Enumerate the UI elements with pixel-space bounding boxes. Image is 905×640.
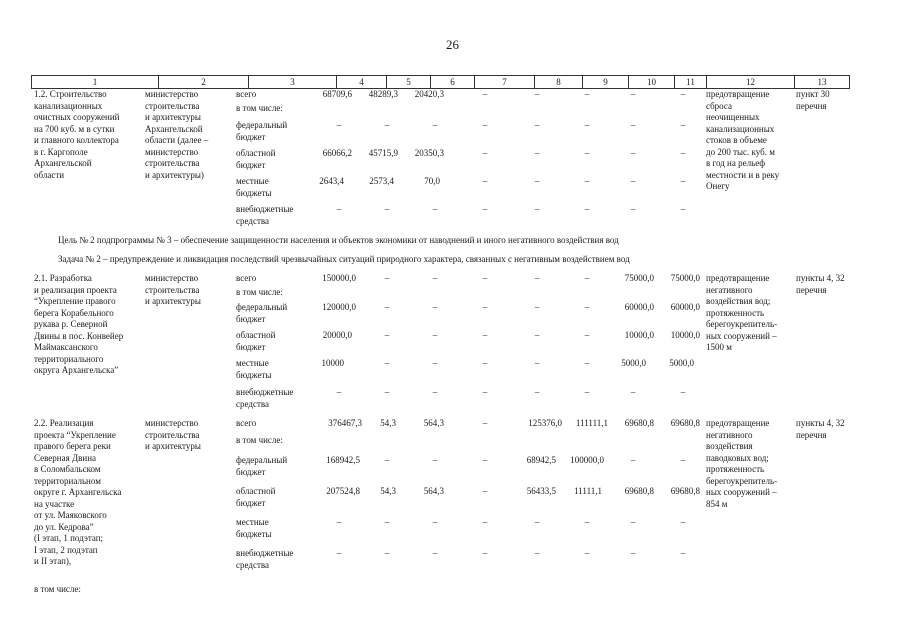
col-number: 4	[336, 76, 386, 88]
budget-extra-label: внебюджетные средства	[236, 204, 294, 226]
dash-cell: –	[482, 455, 488, 465]
budget-local-label: местные бюджеты	[236, 358, 272, 380]
col-number: 12	[706, 76, 794, 88]
value-cell: 54,3	[380, 418, 396, 428]
dash-cell: –	[680, 148, 686, 158]
including-footer: в том числе:	[34, 584, 81, 594]
row-2-1-result: предотвращение негативного воздействия вод; протяженность берегоукрепитель- ных сооружений – 1500 м	[706, 273, 778, 352]
dash-cell: –	[482, 176, 488, 186]
budget-including-label: в том числе:	[236, 103, 283, 113]
dash-cell: –	[482, 273, 488, 283]
col-number: 8	[534, 76, 582, 88]
row-2-2-name: 2.2. Реализация проекта “Укрепление правого берега реки Северная Двина в Соломбальском территориальном округе г. Архангельска на участке от ул. Маяковского до ул. Кедрова” (I этап, 1 подэтап; I этап, 2 подэтап и II этап),	[34, 418, 122, 566]
dash-cell: –	[584, 120, 590, 130]
value-cell: 2643,4	[319, 176, 344, 186]
col-number: 2	[158, 76, 248, 88]
value-cell: 70,0	[424, 176, 440, 186]
col-number: 9	[582, 76, 628, 88]
dash-cell: –	[680, 120, 686, 130]
dash-cell: –	[584, 302, 590, 312]
dash-cell: –	[432, 330, 438, 340]
dash-cell: –	[534, 548, 540, 558]
dash-cell: –	[384, 517, 390, 527]
dash-cell: –	[384, 204, 390, 214]
budget-local-label: местные бюджеты	[236, 517, 272, 539]
col-number: 10	[628, 76, 674, 88]
budget-regional-label: областной бюджет	[236, 148, 276, 170]
budget-total-label: всего	[236, 89, 257, 99]
dash-cell: –	[336, 204, 342, 214]
dash-cell: –	[432, 302, 438, 312]
dash-cell: –	[630, 204, 636, 214]
budget-including-label: в том числе:	[236, 287, 283, 297]
row-2-2-result: предотвращение негативного воздействия паводковых вод; протяженность берегоукрепитель- ных сооружений – 854 м	[706, 418, 778, 509]
budget-federal-label: федеральный бюджет	[236, 455, 288, 477]
dash-cell: –	[482, 89, 488, 99]
value-cell: 2573,4	[369, 176, 394, 186]
dash-cell: –	[584, 330, 590, 340]
col-number: 1	[92, 77, 98, 87]
dash-cell: –	[432, 387, 438, 397]
budget-federal-label: федеральный бюджет	[236, 120, 288, 142]
value-cell: 10000,0	[624, 330, 654, 340]
col-number: 5	[386, 76, 430, 88]
dash-cell: –	[432, 273, 438, 283]
value-cell: 60000,0	[670, 302, 700, 312]
dash-cell: –	[534, 89, 540, 99]
dash-cell: –	[432, 548, 438, 558]
value-cell: 75000,0	[624, 273, 654, 283]
col-number: 6	[430, 76, 474, 88]
dash-cell: –	[630, 517, 636, 527]
dash-cell: –	[482, 120, 488, 130]
dash-cell: –	[336, 517, 342, 527]
value-cell: 54,3	[380, 486, 396, 496]
dash-cell: –	[630, 120, 636, 130]
dash-cell: –	[482, 418, 488, 428]
goal-heading: Цель № 2 подпрограммы № 3 – обеспечение защищенности населения и объектов экономики от наводнений и иного негативного воздействия вод	[58, 235, 619, 245]
value-cell: 111111,1	[575, 418, 608, 428]
dash-cell: –	[482, 204, 488, 214]
row-2-2-ministry: министерство строительства и архитектуры	[145, 418, 201, 451]
value-cell: 150000,0	[322, 273, 356, 283]
row-2-2-ref: пункты 4, 32 перечня	[796, 418, 845, 440]
dash-cell: –	[680, 548, 686, 558]
dash-cell: –	[482, 358, 488, 368]
dash-cell: –	[432, 455, 438, 465]
value-cell: 45715,9	[368, 148, 398, 158]
column-number-header	[31, 75, 850, 89]
dash-cell: –	[482, 302, 488, 312]
dash-cell: –	[630, 89, 636, 99]
dash-cell: –	[384, 120, 390, 130]
dash-cell: –	[584, 148, 590, 158]
dash-cell: –	[384, 330, 390, 340]
dash-cell: –	[584, 176, 590, 186]
value-cell: 120000,0	[322, 302, 356, 312]
value-cell: 69680,8	[670, 486, 700, 496]
dash-cell: –	[584, 548, 590, 558]
dash-cell: –	[680, 387, 686, 397]
value-cell: 125376,0	[528, 418, 562, 428]
dash-cell: –	[384, 387, 390, 397]
value-cell: 10000	[321, 358, 344, 368]
budget-extra-label: внебюджетные средства	[236, 548, 294, 570]
dash-cell: –	[584, 517, 590, 527]
dash-cell: –	[630, 387, 636, 397]
budget-total-label: всего	[236, 418, 257, 428]
dash-cell: –	[534, 204, 540, 214]
dash-cell: –	[482, 387, 488, 397]
dash-cell: –	[584, 358, 590, 368]
col-number: 7	[474, 76, 534, 88]
dash-cell: –	[432, 204, 438, 214]
value-cell: 207524,8	[326, 486, 360, 496]
dash-cell: –	[482, 148, 488, 158]
dash-cell: –	[384, 455, 390, 465]
dash-cell: –	[534, 176, 540, 186]
dash-cell: –	[584, 204, 590, 214]
dash-cell: –	[384, 358, 390, 368]
dash-cell: –	[680, 517, 686, 527]
budget-regional-label: областной бюджет	[236, 486, 276, 508]
dash-cell: –	[630, 148, 636, 158]
value-cell: 376467,3	[328, 418, 362, 428]
value-cell: 75000,0	[670, 273, 700, 283]
value-cell: 68709,6	[322, 89, 352, 99]
dash-cell: –	[384, 273, 390, 283]
row-2-1-name: 2.1. Разработка и реализация проекта “Укрепление правого берега Корабельного рукава р. Северной Двины в пос. Конвейер Маймаксанского территориального округа Архангельска”	[34, 273, 124, 375]
dash-cell: –	[630, 176, 636, 186]
dash-cell: –	[584, 273, 590, 283]
budget-local-label: местные бюджеты	[236, 176, 272, 198]
col-number: 13	[794, 76, 849, 88]
dash-cell: –	[432, 517, 438, 527]
dash-cell: –	[482, 548, 488, 558]
value-cell: 66066,2	[322, 148, 352, 158]
budget-including-label: в том числе:	[236, 435, 283, 445]
dash-cell: –	[534, 120, 540, 130]
row-1-2-ref: пункт 30 перечня	[796, 89, 830, 111]
dash-cell: –	[534, 387, 540, 397]
value-cell: 564,3	[423, 418, 444, 428]
dash-cell: –	[534, 273, 540, 283]
dash-cell: –	[336, 387, 342, 397]
page-number: 26	[446, 37, 459, 52]
dash-cell: –	[384, 302, 390, 312]
dash-cell: –	[432, 120, 438, 130]
value-cell: 564,3	[423, 486, 444, 496]
value-cell: 68942,5	[526, 455, 556, 465]
value-cell: 5000,0	[669, 358, 694, 368]
dash-cell: –	[336, 120, 342, 130]
value-cell: 69680,8	[624, 418, 654, 428]
value-cell: 20350,3	[414, 148, 444, 158]
dash-cell: –	[680, 204, 686, 214]
budget-regional-label: областной бюджет	[236, 330, 276, 352]
dash-cell: –	[584, 387, 590, 397]
dash-cell: –	[680, 455, 686, 465]
row-2-1-ministry: министерство строительства и архитектуры	[145, 273, 201, 306]
value-cell: 48289,3	[368, 89, 398, 99]
budget-total-label: всего	[236, 273, 257, 283]
value-cell: 56433,5	[526, 486, 556, 496]
dash-cell: –	[432, 358, 438, 368]
dash-cell: –	[680, 89, 686, 99]
dash-cell: –	[630, 548, 636, 558]
dash-cell: –	[482, 330, 488, 340]
value-cell: 69680,8	[670, 418, 700, 428]
dash-cell: –	[630, 455, 636, 465]
dash-cell: –	[336, 548, 342, 558]
dash-cell: –	[680, 176, 686, 186]
budget-federal-label: федеральный бюджет	[236, 302, 288, 324]
dash-cell: –	[384, 548, 390, 558]
dash-cell: –	[534, 302, 540, 312]
value-cell: 20420,3	[414, 89, 444, 99]
value-cell: 69680,8	[624, 486, 654, 496]
value-cell: 60000,0	[624, 302, 654, 312]
col-number: 3	[248, 76, 336, 88]
row-2-1-ref: пункты 4, 32 перечня	[796, 273, 845, 295]
dash-cell: –	[482, 486, 488, 496]
dash-cell: –	[584, 89, 590, 99]
row-1-2-result: предотвращение сброса неочищенных канализационных стоков в объеме до 200 тыс. куб. м в год на рельеф местности и в реку Онегу	[706, 89, 780, 191]
value-cell: 168942,5	[326, 455, 360, 465]
value-cell: 10000,0	[670, 330, 700, 340]
dash-cell: –	[534, 330, 540, 340]
value-cell: 20000,0	[322, 330, 352, 340]
value-cell: 100000,0	[570, 455, 604, 465]
task-heading: Задача № 2 – предупреждение и ликвидация последствий чрезвычайных ситуаций природного характера, связанных с негативным воздействием вод	[58, 254, 630, 264]
row-1-2-name: 1.2. Строительство канализационных очистных сооружений на 700 куб. м в сутки и главного коллектора в г. Каргополе Архангельской области	[34, 89, 120, 180]
dash-cell: –	[534, 358, 540, 368]
col-number: 11	[674, 76, 706, 88]
dash-cell: –	[534, 148, 540, 158]
dash-cell: –	[534, 517, 540, 527]
dash-cell: –	[482, 517, 488, 527]
value-cell: 11111,1	[574, 486, 602, 496]
budget-extra-label: внебюджетные средства	[236, 387, 294, 409]
value-cell: 5000,0	[621, 358, 646, 368]
row-1-2-ministry: министерство строительства и архитектуры Архангельской области (далее – министерство строительства и архитектуры)	[145, 89, 209, 180]
